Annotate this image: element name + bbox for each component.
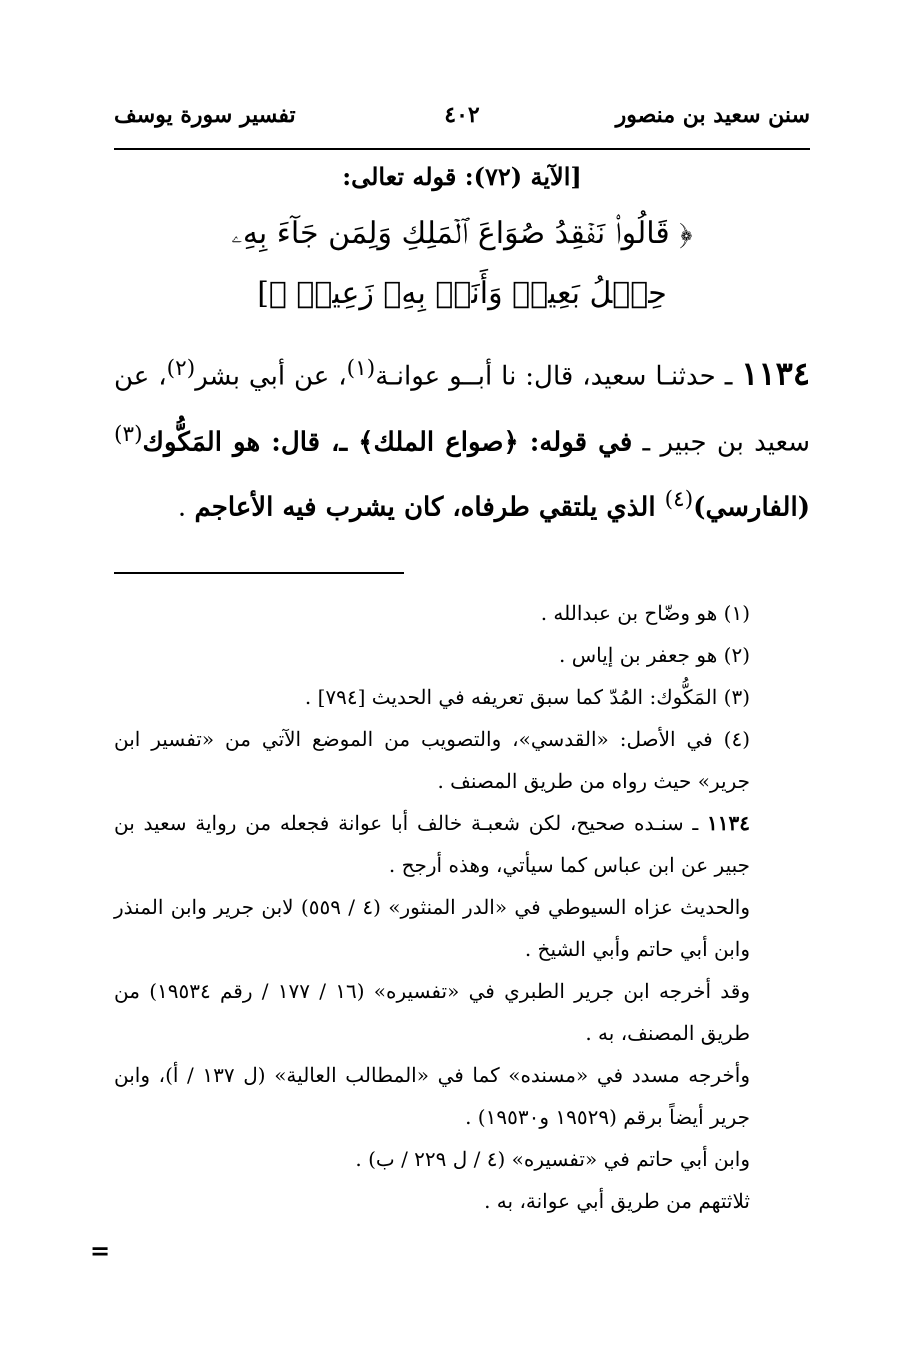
- footnote-3: (٣) المَكُّوك: المُدّ كما سبق تعريفه في الحديث [٧٩٤] .: [304, 685, 750, 709]
- commentary-4: وأخرجه مسدد في «مسنده» كما في «المطالب العالية» (ل ١٣٧ / أ)، وابن جرير أيضاً برقم (١٩٥٢٩ و١٩٥٣٠) .: [114, 1063, 750, 1129]
- hadith-end: .: [177, 492, 195, 523]
- footnote-ref-4: (٤): [664, 487, 694, 513]
- hadith-matn-1: في قوله: ﴿صواع الملك﴾ ـ، قال: هو المَكُّوك: [142, 427, 633, 458]
- running-header: [114, 96, 810, 136]
- hadith-chain-2: ، عن أبي بشر: [195, 361, 347, 392]
- footnotes: [114, 592, 810, 1222]
- footnote-2: (٢) هو جعفر بن إياس .: [559, 643, 750, 667]
- verse-line-2: حِمۡلُ بَعِيرٖ وَأَنَا۠ بِهِۦ زَعِيمٞ ﴾]: [257, 276, 667, 311]
- footnote-1: (١) هو وضّاح بن عبدالله .: [540, 601, 750, 625]
- footnote-ref-1: (١): [346, 356, 376, 381]
- hadith-number: ١١٣٤: [741, 354, 811, 393]
- footnote-ref-2: (٢): [166, 356, 196, 381]
- section-title: تفسير سورة يوسف: [114, 102, 296, 128]
- footnote-ref-3: (٣): [114, 421, 143, 447]
- commentary-2: والحديث عزاه السيوطي في «الدر المنثور» (٤ / ٥٥٩) لابن جرير وابن المنذر وابن أبي حاتم وأبي الشيخ .: [114, 895, 751, 961]
- page-number: ٤٠٢: [444, 102, 480, 128]
- hadith-chain-1: حدثنـا سعيد، قال: نا أبــو عوانـة: [375, 361, 716, 392]
- verse-line-1: ﴿ قَالُوا۟ نَفۡقِدُ صُوَاعَ ٱلۡمَلِكِ وَلِمَن جَآءَ بِهِۦ: [231, 216, 693, 251]
- hadith-text: [114, 340, 810, 537]
- hadith-dash: ـ: [715, 361, 742, 392]
- footnote-divider: [114, 572, 404, 574]
- hadith-matn-2: (الفارسي): [693, 492, 810, 523]
- header-divider: [114, 148, 810, 150]
- commentary-3: وقد أخرجه ابن جرير الطبري في «تفسيره» (١٦ / ١٧٧ / رقم ١٩٥٣٤) من طريق المصنف، به .: [114, 979, 751, 1045]
- continuation-mark: =: [90, 1236, 111, 1265]
- commentary-1-text: ـ سنـده صحيح، لكن شعبـة خالف أبا عوانة فجعله من رواية سعيد بن جبير عن ابن عباس كما سيأتي، وهذه أرجح .: [114, 811, 750, 877]
- book-title: سنن سعيد بن منصور: [615, 102, 810, 128]
- verse-heading: [الآية (٧٢): قوله تعالى:: [342, 162, 582, 191]
- commentary-5: وابن أبي حاتم في «تفسيره» (٤ / ل ٢٢٩ / ب) .: [355, 1147, 750, 1171]
- commentary-1: [114, 802, 810, 886]
- commentary-6: ثلاثتهم من طريق أبي عوانة، به .: [484, 1189, 750, 1213]
- hadith-matn-3: الذي يلتقي طرفاه، كان يشرب فيه الأعاجم: [194, 492, 665, 523]
- page: [114, 0, 810, 1354]
- commentary-number: ١١٣٤: [707, 811, 750, 835]
- footnote-4: (٤) في الأصل: «القدسي»، والتصويب من الموضع الآتي من «تفسير ابن جرير» حيث رواه من طريق المصنف .: [114, 727, 750, 793]
- hadith-chain-3: ، عن سعيد بن جبير ـ: [114, 361, 810, 458]
